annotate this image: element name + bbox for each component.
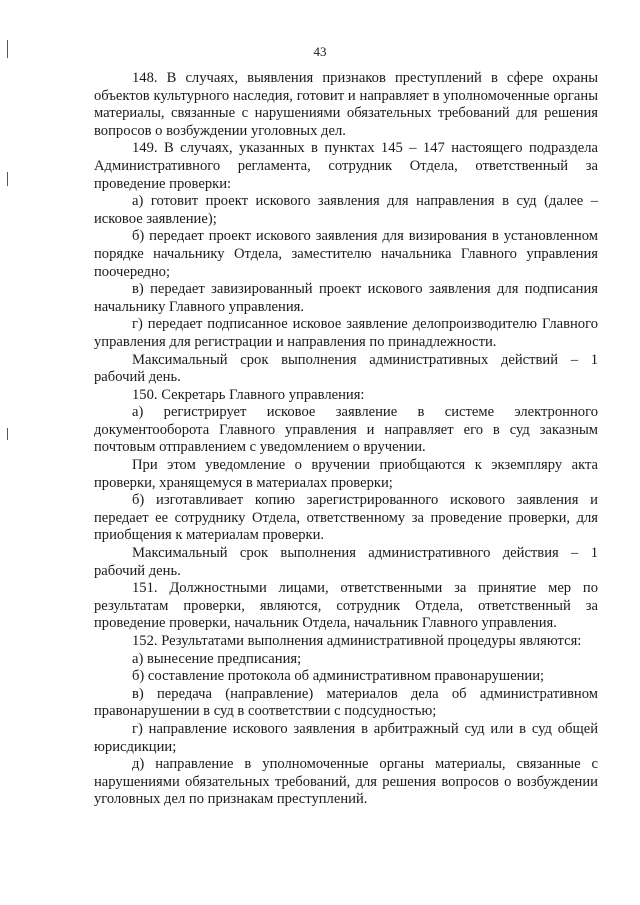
paragraph-152-d: д) направление в уполномоченные органы материалы, связанные с нарушениями обязательных требований, для решения вопросов о возбуждении уголовных дел по признакам преступлений. — [94, 756, 598, 808]
paragraph-152-g: г) направление искового заявления в арбитражный суд или в суд общей юрисдикции; — [94, 720, 598, 755]
paragraph-149-g: г) передает подписанное исковое заявление делопроизводителю Главного управления для регистрации и направления по принадлежности. — [94, 316, 598, 350]
paragraph-notice: При этом уведомление о вручении приобщаются к экземпляру акта проверки, хранящемуся в материалах проверки; — [94, 457, 598, 491]
scan-margin-mark-middle — [7, 172, 8, 186]
paragraph-150: 150. Секретарь Главного управления: — [132, 386, 365, 403]
paragraph-150-b: б) изготавливает копию зарегистрированного искового заявления и передает ее сотруднику Отдела, ответственному за проведение проверки, для приобщения к материалам проверки. — [94, 492, 598, 544]
paragraph-152-v: в) передача (направление) материалов дела об административном правонарушении в суд в соответствии с подсудностью; — [94, 685, 598, 720]
paragraph-149-a: а) готовит проект искового заявления для направления в суд (далее – исковое заявление); — [94, 193, 598, 227]
document-body — [94, 70, 598, 809]
paragraph-150-a: а) регистрирует исковое заявление в системе электронного документооборота Главного управления и направляет его в суд заказным почтовым отправлением с уведомлением о вручении. — [94, 404, 598, 456]
paragraph-152-b: б) составление протокола об административном правонарушении; — [132, 668, 545, 685]
paragraph-max-term-1: Максимальный срок выполнения административных действий – 1 рабочий день. — [94, 351, 598, 386]
paragraph-149: 149. В случаях, указанных в пунктах 145 – 147 настоящего подраздела Административного регламента, сотрудник Отдела, ответственный за проведение проверки: — [94, 140, 598, 192]
paragraph-151: 151. Должностными лицами, ответственными за принятие мер по результатам проверки, являются, сотрудник Отдела, ответственный за проведение проверки, начальник Отдела, начальник Главного управления. — [94, 580, 598, 632]
page-number: 43 — [313, 44, 327, 59]
scan-margin-mark-lower — [7, 428, 8, 440]
paragraph-152-a: а) вынесение предписания; — [132, 650, 302, 667]
paragraph-149-b: б) передает проект искового заявления для визирования в установленном порядке начальнику Отдела, заместителю начальника Главного управления поочередно; — [94, 228, 598, 280]
paragraph-148: 148. В случаях, выявления признаков преступлений в сфере охраны объектов культурного наследия, готовит и направляет в уполномоченные органы материалы, связанные с нарушениями обязательных требований для решения вопросов о возбуждении уголовных дел. — [94, 70, 598, 139]
paragraph-152: 152. Результатами выполнения административной процедуры являются: — [132, 633, 582, 649]
paragraph-149-v: в) передает завизированный проект искового заявления для подписания начальнику Главного управления. — [94, 281, 598, 315]
paragraph-max-term-2: Максимальный срок выполнения административного действия – 1 рабочий день. — [94, 545, 598, 579]
